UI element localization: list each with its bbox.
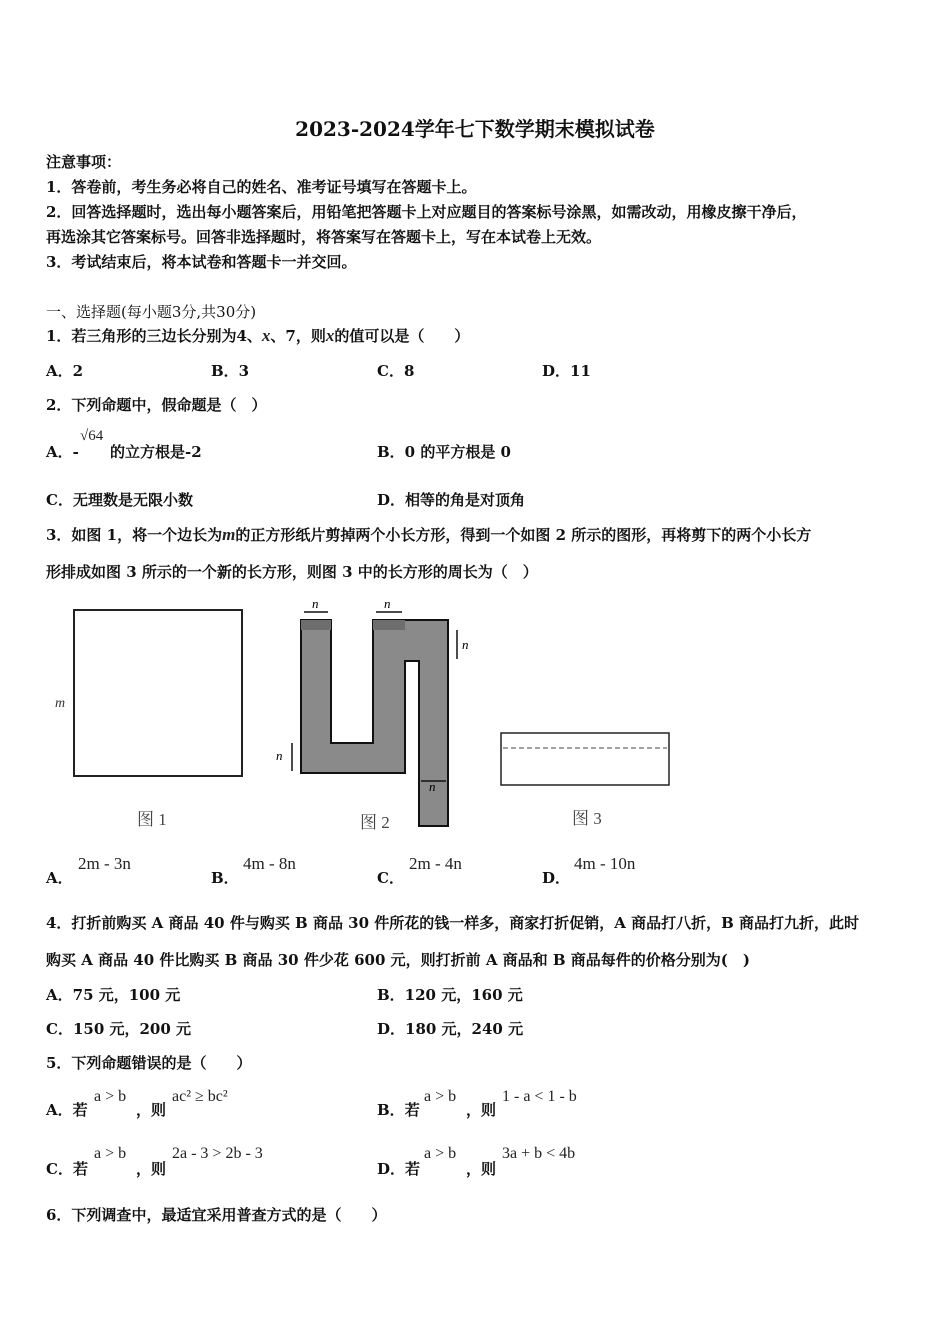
q2-option-a[interactable] [46, 442, 79, 462]
section-heading: 一、选择题(每小题3分,共30分) [46, 303, 257, 321]
q2-option-c[interactable]: C．无理数是无限小数 [46, 491, 193, 509]
q5-a-if: 若 [72, 1101, 88, 1119]
question-4-line-2: 购买 A 商品 40 件比购买 B 商品 30 件少花 600 元，则打折前 A 商品和 B 商品每件的价格分别为( ) [46, 951, 751, 969]
q5-option-d[interactable] [377, 1159, 420, 1179]
fig2-n-right: n [462, 637, 469, 652]
q2-a-label: A．- [46, 443, 79, 461]
q3-option-a-expr: 2m - 3n [78, 854, 131, 873]
notice-item-2b: 再选涂其它答案标号。回答非选择题时，将答案写在答题卡上，写在本试卷上无效。 [46, 228, 602, 246]
q5-a-then: ，则 [136, 1101, 167, 1119]
q5-b-result: 1 - a < 1 - b [502, 1088, 577, 1105]
q3-line1b: 的正方形纸片剪掉两个小长方形，得到一个如图 2 所示的图形，再将剪下的两个小长方 [235, 526, 812, 544]
question-1-stem [46, 326, 469, 346]
fig1-square [74, 610, 242, 776]
q1-option-a[interactable]: A．2 [46, 362, 84, 380]
notice-item-3: 3．考试结束后，将本试卷和答题卡一并交回。 [46, 253, 357, 271]
fig2-n-top-right: n [384, 596, 391, 611]
q3-option-a-label[interactable]: A． [46, 869, 73, 887]
fig2-caption: 图 2 [360, 813, 390, 832]
q5-c-cond: a > b [94, 1145, 127, 1162]
q5-b-label: B． [377, 1101, 405, 1119]
notice-item-1: 1．答卷前，考生务必将自己的姓名、准考证号填写在答题卡上。 [46, 178, 477, 196]
q1-option-b[interactable]: B．3 [211, 362, 250, 380]
q5-d-cond: a > b [424, 1145, 457, 1162]
q5-a-cond: a > b [94, 1088, 127, 1105]
q1-stem-b: 、7，则 [270, 327, 326, 345]
fig2-n-left: n [276, 748, 283, 763]
q1-option-c[interactable]: C．8 [377, 362, 415, 380]
q2-option-d[interactable]: D．相等的角是对顶角 [377, 491, 526, 509]
q5-b-if: 若 [404, 1101, 420, 1119]
q4-option-d[interactable]: D．180 元，240 元 [377, 1020, 524, 1038]
fig1-caption: 图 1 [137, 810, 167, 829]
q3-line1a: 3．如图 1，将一个边长为 [46, 526, 223, 544]
q1-option-d[interactable]: D．11 [542, 362, 591, 380]
fig2-n-top-left: n [312, 596, 319, 611]
q3-option-c-expr: 2m - 4n [409, 854, 462, 873]
q1-var-x2: x [325, 326, 335, 345]
q5-d-then: ，则 [466, 1160, 497, 1178]
fig2-shape [301, 620, 448, 826]
page-title: 2023-2024学年七下数学期末模拟试卷 [295, 117, 655, 141]
q2-a-radical: √64 [80, 428, 104, 444]
fig2-cut-marks [301, 620, 405, 630]
q5-c-if: 若 [72, 1160, 88, 1178]
q4-option-c[interactable]: C．150 元，200 元 [46, 1020, 192, 1038]
q5-c-then: ，则 [136, 1160, 167, 1178]
notice-item-2a: 2．回答选择题时，选出每小题答案后，用铅笔把答题卡上对应题目的答案标号涂黑，如需改动，用橡皮擦干净后， [46, 203, 807, 221]
fig3-caption: 图 3 [572, 809, 602, 828]
notice-heading: 注意事项： [46, 153, 122, 171]
fig2-n-bottom: n [429, 779, 436, 794]
q4-option-b[interactable]: B．120 元，160 元 [377, 986, 523, 1004]
q3-option-b-expr: 4m - 8n [243, 854, 296, 873]
question-3-line-1 [46, 525, 811, 545]
q3-option-d-label[interactable]: D． [542, 869, 571, 887]
q5-a-result: ac² ≥ bc² [172, 1088, 228, 1105]
q1-stem-a: 1．若三角形的三边长分别为4、 [46, 327, 262, 345]
q3-option-b-label[interactable]: B． [211, 869, 239, 887]
q5-c-result: 2a - 3 > 2b - 3 [172, 1145, 263, 1162]
question-6-stem: 6．下列调查中，最适宜采用普查方式的是（ ） [46, 1206, 387, 1224]
q5-option-a[interactable] [46, 1100, 88, 1120]
q5-option-c[interactable] [46, 1159, 88, 1179]
q1-stem-c: 的值可以是（ ） [334, 327, 470, 345]
question-3-line-2: 形排成如图 3 所示的一个新的长方形，则图 3 中的长方形的周长为（ ） [46, 563, 538, 581]
q5-a-label: A． [46, 1101, 73, 1119]
q5-c-label: C． [46, 1160, 73, 1178]
q3-option-d-expr: 4m - 10n [574, 854, 636, 873]
q3-figures [40, 595, 680, 845]
fig3-rectangle [501, 733, 669, 785]
q5-b-then: ，则 [466, 1101, 497, 1119]
q5-b-cond: a > b [424, 1088, 457, 1105]
q1-var-x: x [261, 326, 271, 345]
q2-option-b[interactable]: B．0 的平方根是 0 [377, 443, 511, 461]
q5-option-b[interactable] [377, 1100, 420, 1120]
q3-option-c-label[interactable]: C． [377, 869, 404, 887]
question-5-stem: 5．下列命题错误的是（ ） [46, 1054, 252, 1072]
q3-var-m: m [222, 525, 236, 544]
fig1-label-m: m [55, 696, 66, 711]
question-4-line-1: 4．打折前购买 A 商品 40 件与购买 B 商品 30 件所花的钱一样多，商家打折促销，A 商品打八折，B 商品打九折，此时 [46, 914, 860, 932]
q5-d-if: 若 [405, 1160, 421, 1178]
q2-a-text: 的立方根是-2 [110, 443, 202, 461]
q5-d-result: 3a + b < 4b [502, 1145, 576, 1162]
q4-option-a[interactable]: A．75 元，100 元 [46, 986, 181, 1004]
q5-d-label: D． [377, 1160, 406, 1178]
question-2-stem: 2．下列命题中，假命题是（ ） [46, 396, 267, 414]
